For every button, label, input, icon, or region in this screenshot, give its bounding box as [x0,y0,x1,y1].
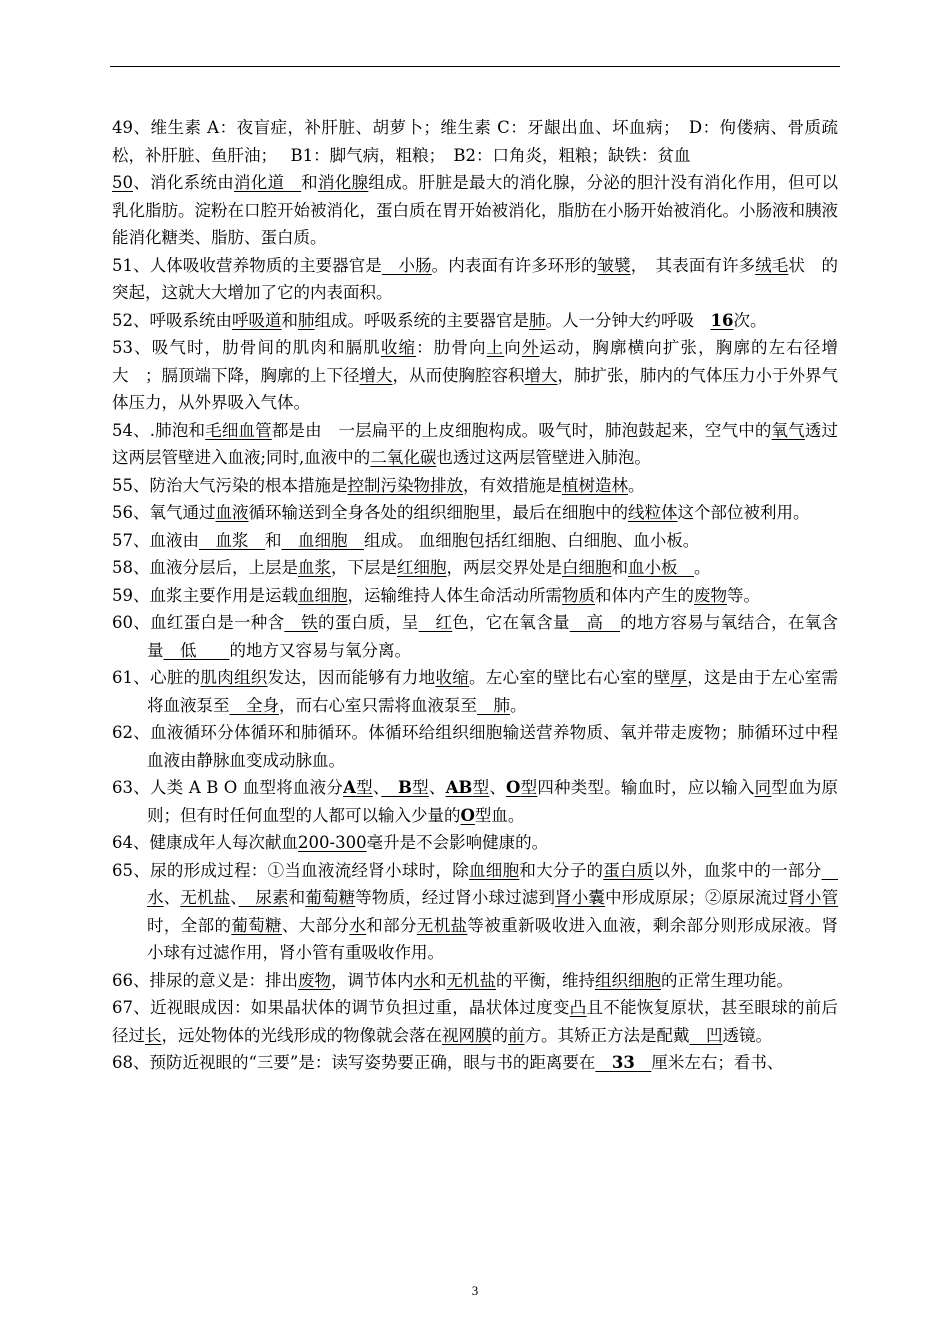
filled-blank: 肾小管 [788,888,839,907]
paragraph [112,719,838,774]
text-run: 和 [611,558,628,577]
filled-blank: 16 [710,310,734,330]
paragraph [112,472,838,500]
page-number: 3 [471,1283,479,1298]
filled-blank: 肺 [529,310,546,330]
text-run: 和 [265,530,282,550]
text-run: 发达，因而能够有力地 [267,668,436,687]
text-run: 62、血液循环分体循环和肺循环。体循环给组织细胞输送营养物质、氧并带走废物；肺循环过中程血液由静脉血变成动脉血。 [112,723,838,770]
paragraph [112,334,838,417]
filled-blank: 无机盐 [446,970,496,990]
paragraph [112,527,838,555]
text-run: 循环输送到全身各处的组织细胞里，最后在细胞中的 [248,503,628,522]
filled-blank: B [381,778,412,797]
filled-blank: 红细胞 [397,558,447,577]
text-run: 和大分子的 [519,860,604,880]
text-run: 这个部位被利用。 [677,503,810,522]
text-run: 。 [694,558,711,577]
text-run: 64、健康成年人每次献血 [112,833,298,852]
filled-blank: 小肠 [381,255,432,275]
text-run: 的地方又容易与氧分离。 [229,640,411,660]
filled-blank: 铁 [284,613,318,632]
text-run: ，肺扩张，肺内的气体压力小于外界气体压力，从外界吸入气体。 [112,365,838,412]
filled-blank: 血小板 [628,558,694,577]
filled-blank: 高 [569,613,621,632]
text-run: ， 其表面有许多 [630,255,756,275]
filled-blank: 尿素 [238,888,289,907]
filled-blank: 前 [508,1025,525,1045]
text-run: 。人一分钟大约呼吸 [545,310,711,330]
filled-blank: 线粒体 [628,503,678,522]
filled-blank: 肺 [298,310,315,330]
filled-blank: 血细胞 [469,860,520,880]
text-run: 59、血浆主要作用是运载 [112,585,298,605]
text-run: 、 [372,778,382,797]
text-run: ，下层是 [331,558,397,577]
filled-blank: 蛋白质 [603,860,654,880]
paragraph [112,857,838,967]
paragraph [112,169,838,252]
text-run: 向 [504,338,522,357]
filled-blank: 血浆 [199,530,265,550]
text-run: 60、血红蛋白是一种含 [112,613,285,632]
filled-blank: 型 [472,778,490,797]
text-run: 等被重新吸收进入血液，剩余部分则形成尿液。肾小球有过滤作用，肾小管有重吸收作用。 [147,915,839,962]
filled-blank: 上 [486,338,505,357]
filled-blank: 外 [521,338,540,357]
filled-blank: 毛细血管 [205,420,272,440]
filled-blank: 视网膜 [442,1025,492,1045]
text-run: 中形成原尿；②原尿流过 [605,888,789,907]
filled-blank: 血细胞 [298,585,348,605]
filled-blank: 低 [163,640,230,660]
filled-blank: 凸 [569,998,587,1017]
filled-blank: 收缩 [380,338,417,357]
text-run: 和 [281,310,298,330]
text-run: 。 [628,475,645,495]
paragraph [112,994,838,1049]
text-run: 等。 [727,585,760,605]
text-run: 色，它在氧含量 [452,613,570,632]
text-run: 和 [288,888,306,907]
filled-blank: 长 [145,1025,162,1045]
filled-blank: O [506,778,521,797]
text-run: 透过这两层管壁进入血液;同时,血液中的 [112,420,839,467]
text-run: 65、尿的形成过程：①当血液流经肾小球时，除 [112,860,469,880]
filled-blank: 葡萄糖 [231,915,282,935]
text-run: 67、近视眼成因：如果晶状体的调节负担过重，晶状体过度变 [112,998,570,1017]
filled-blank: 红 [418,613,453,632]
filled-blank: 肾小囊 [555,888,606,907]
filled-blank: 无机盐 [180,888,231,907]
text-run: 的正常生理功能。 [661,970,793,990]
filled-blank: 增大 [359,365,393,385]
text-run: 、 [163,888,181,907]
text-run: 、 [489,778,507,797]
filled-blank: 肺 [477,695,510,715]
paragraph [112,829,838,857]
text-run: 且不能恢复原状，甚至眼球的前后径过 [112,998,839,1045]
text-run: 的 [491,1025,508,1045]
text-run: 54、.肺泡和 [112,420,206,440]
text-run: 。 [510,695,527,715]
text-run: 52、呼吸系统由 [112,310,232,330]
text-run: ，从而使胸腔容积 [392,365,525,385]
filled-blank: 水 [413,970,430,990]
filled-blank: O [460,805,475,825]
text-run: 时，全部的 [147,915,232,935]
filled-blank: AB [445,778,473,797]
filled-blank: 凹 [689,1025,723,1045]
text-run: 型血。 [474,805,525,825]
filled-blank: 废物 [694,585,727,605]
text-run: 组成。肝脏是最大的消化腺，分泌的胆汁没有消化作用，但可以乳化脂肪。淀粉在口腔开始被消化，蛋白质在胃开始被消化，脂肪在小肠开始被消化。小肠液和胰液能消化糖类、脂肪、蛋白质。 [112,173,839,247]
paragraph [112,114,838,169]
paragraph [112,417,838,472]
filled-blank: 型 [355,778,373,797]
paragraph [112,307,838,335]
filled-blank: 33 [595,1053,652,1072]
text-run: 。左心室的壁比右心室的壁 [469,668,671,687]
text-run: 厘米左右；看书、 [651,1053,784,1072]
paragraph [112,582,838,610]
text-run: 53、吸气时，肋骨间的肌肉和膈肌 [112,338,381,357]
filled-blank: 绒毛 [755,255,789,275]
text-run: ，远处物体的光线形成的物像就会落在 [161,1025,442,1045]
text-run: 49、维生素 A：夜盲症，补肝脏、胡萝卜；维生素 C：牙龈出血、坏血病； D：佝偻病、骨质疏松，补肝脏、鱼肝油； B1：脚气病，粗粮； B2：口角炎，粗粮；缺铁：贫血 [112,118,838,165]
filled-blank: 同 [754,778,772,797]
text-run: 、消化系统由 [133,173,234,192]
text-run: ，这是由于左心室需将血液泵至 [147,668,839,715]
paragraph [112,1049,838,1077]
text-run: 运动，胸廓横向扩张，胸廓的左右径增大 ；膈顶端下降，胸廓的上下径 [112,338,838,385]
text-run: 61、心脏的 [112,668,201,687]
paragraph [112,774,838,829]
text-run: 都是由 一层扁平的上皮细胞构成。吸气时，肺泡鼓起来，空气中的 [271,420,772,440]
text-run: ，两层交界处是 [446,558,562,577]
text-run: 的平衡，维持 [496,970,595,990]
text-run: 毫升是不会影响健康的。 [366,833,549,852]
filled-blank: A [343,778,356,797]
text-run: ，运输维持人体生命活动所需 [347,585,562,605]
paragraph [112,499,838,527]
filled-blank: 植树造林 [562,475,628,495]
filled-blank: 呼吸道 [232,310,282,330]
filled-blank: 消化腺 [317,173,369,192]
text-run: ，有效措施是 [463,475,562,495]
filled-blank: 消化道 [234,173,302,192]
document-body [112,114,838,1077]
text-run: 的地方容易与氧结合，在氧含量 [147,613,839,660]
text-run: 56、氧气通过 [112,503,216,522]
filled-blank: 血细胞 [281,530,364,550]
text-run: 、 [230,888,239,907]
filled-blank: 血浆 [298,558,331,577]
paragraph [112,664,838,719]
text-run: 55、防治大气污染的根本措施是 [112,475,348,495]
paragraph [112,967,838,995]
text-run: 66、排尿的意义是：排出 [112,970,298,990]
filled-blank: 血液 [215,503,249,522]
filled-blank: 全身 [229,695,279,715]
text-run: 型血为原则；但有时任何血型的人都可以输入少量的 [147,778,839,825]
filled-blank: 控制污染物排放 [347,475,463,495]
text-run: 组成。 血细胞包括红细胞、白细胞、血小板。 [364,530,700,550]
text-run: 等物质，经过肾小球过滤到 [355,888,556,907]
text-run: 57、血液由 [112,530,199,550]
filled-blank: 型 [411,778,429,797]
filled-blank: 型 [520,778,538,797]
filled-blank: 厚 [670,668,688,687]
filled-blank: 水 [349,915,367,935]
text-run: 68、预防近视眼的“三要”是：读写姿势要正确，眼与书的距离要在 [112,1053,596,1072]
header-rule [110,66,840,67]
filled-blank: 二氧化碳 [370,448,437,467]
text-run: 次。 [733,310,767,330]
filled-blank: 200-300 [298,833,367,852]
text-run: 和部分 [366,915,417,935]
text-run: 、大部分 [281,915,350,935]
filled-blank: 葡萄糖 [305,888,356,907]
text-run: 的蛋白质，呈 [317,613,419,632]
paragraph [112,252,838,307]
filled-blank: 皱襞 [597,255,631,275]
text-run: ，调节体内 [331,970,414,990]
text-run: 方。其矫正方法是配戴 [524,1025,690,1045]
text-run: 58、血液分层后，上层是 [112,558,298,577]
filled-blank: 水 [147,860,839,907]
text-run: 和 [430,970,447,990]
text-run: 组成。呼吸系统的主要器官是 [314,310,529,330]
text-run: 和体内产生的 [595,585,694,605]
text-run: 。内表面有许多环形的 [431,255,598,275]
text-run: 、 [428,778,446,797]
paragraph [112,609,838,664]
text-run: 透镜。 [722,1025,772,1045]
text-run: 和 [301,173,318,192]
text-run: 也透过这两层管壁进入肺泡。 [436,448,651,467]
paragraph [112,554,838,582]
filled-blank: 白细胞 [562,558,612,577]
text-run: 四种类型。输血时，应以输入 [537,778,755,797]
text-run: ，而右心室只需将血液泵至 [279,695,477,715]
filled-blank: 组织细胞 [595,970,661,990]
filled-blank: 增大 [524,365,558,385]
text-run: 以外，血浆中的一部分 [653,860,822,880]
filled-blank: 收缩 [435,668,470,687]
filled-blank: 物质 [562,585,595,605]
text-run: 63、人类 A B O 血型将血液分 [112,778,344,797]
filled-blank: 氧气 [771,420,805,440]
filled-blank: 50 [112,173,133,192]
text-run: 状 的突起，这就大大增加了它的内表面积。 [112,255,839,302]
text-run: ：肋骨向 [416,338,487,357]
filled-blank: 肌肉组织 [200,668,268,687]
text-run: 51、人体吸收营养物质的主要器官是 [112,255,382,275]
filled-blank: 废物 [298,970,331,990]
filled-blank: 无机盐 [416,915,468,935]
